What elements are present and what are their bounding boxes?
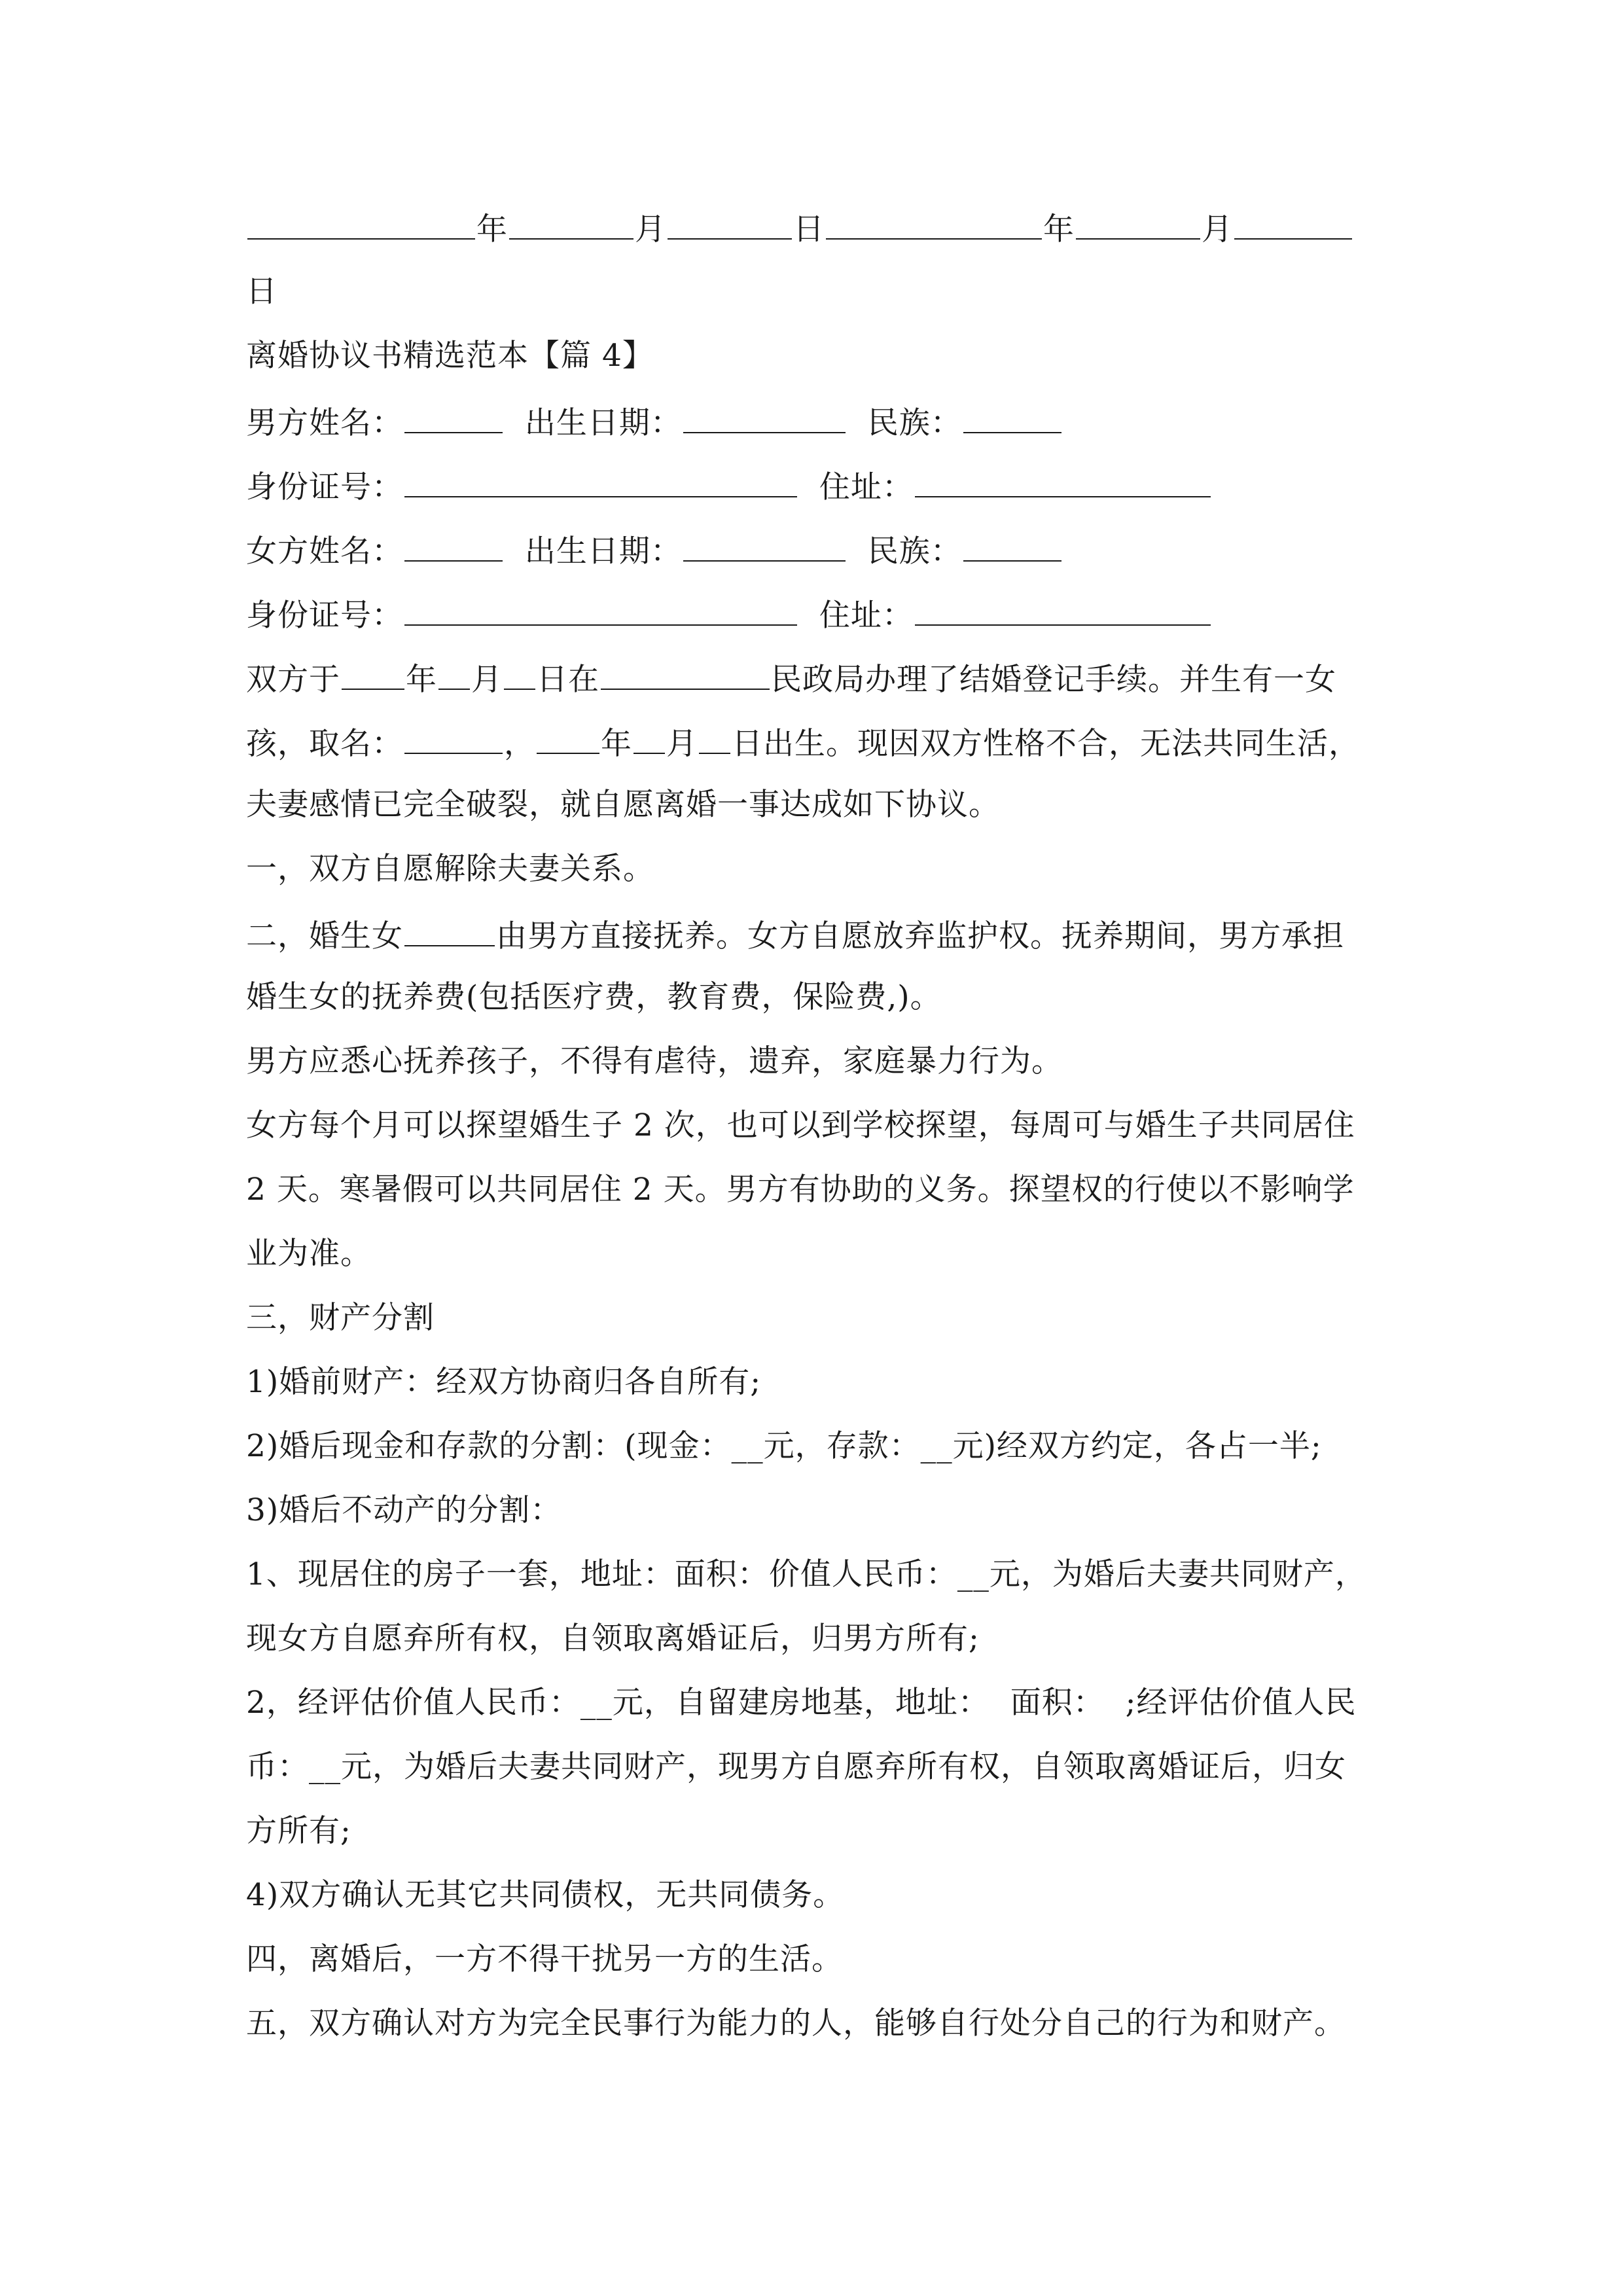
text: 年 (601, 726, 632, 762)
clause-3-3-1-line-1: 1、现居住的房子一套，地址：面积：价值人民币：__元，为婚后夫妻共同财产， (246, 1556, 1366, 1592)
month-label: 月 (635, 211, 666, 247)
blank (404, 721, 503, 754)
clause-5: 五，双方确认对方为完全民事行为能力的人，能够自行处分自己的行为和财产。 (246, 2005, 1346, 2041)
address-label: 住址： (819, 598, 914, 634)
intro-line-3: 夫妻感情已完全破裂，就自愿离婚一事达成如下协议。 (246, 787, 1000, 823)
date-row-day: 日 (246, 274, 277, 310)
blank (1076, 207, 1200, 240)
male-id-row (246, 465, 1212, 507)
clause-1: 一，双方自愿解除夫妻关系。 (246, 851, 654, 887)
clause-2-line-4: 女方每个月可以探望婚生子 2 次，也可以到学校探望，每周可与婚生子共同居住 (246, 1107, 1355, 1143)
clause-2-line-3: 男方应悉心抚养孩子，不得有虐待，遗弃，家庭暴力行为。 (246, 1043, 1063, 1079)
text: 月 (471, 662, 503, 698)
clause-3-4: 4)双方确认无其它共同债权，无共同债务。 (246, 1877, 845, 1913)
text: 孩，取名： (246, 726, 403, 762)
date-row (246, 207, 1353, 249)
blank (668, 207, 792, 240)
document-title: 离婚协议书精选范本【篇 4】 (246, 338, 654, 374)
male-info-row (246, 401, 1063, 443)
blank (404, 529, 503, 562)
text: 双方于 (246, 662, 340, 698)
clause-3-heading: 三，财产分割 (246, 1300, 435, 1336)
ethnic-label: 民族： (867, 533, 962, 569)
blank (683, 529, 846, 562)
blank (826, 207, 1042, 240)
clause-3-1: 1)婚前财产：经双方协商归各自所有; (246, 1364, 762, 1400)
clause-3-3-1-line-2: 现女方自愿弃所有权，自领取离婚证后，归男方所有; (246, 1621, 980, 1657)
clause-3-3-2-line-3: 方所有; (246, 1813, 351, 1849)
day-label: 日 (793, 211, 825, 247)
blank (963, 401, 1061, 433)
text: 民政局办理了结婚登记手续。并生有一女 (771, 662, 1336, 698)
year-label: 年 (476, 211, 508, 247)
blank (699, 721, 730, 754)
blank (404, 401, 503, 433)
blank (404, 593, 797, 626)
month-label: 月 (1202, 211, 1233, 247)
blank (404, 465, 797, 497)
clause-3-3: 3)婚后不动产的分割： (246, 1492, 562, 1528)
address-label: 住址： (819, 469, 914, 505)
female-id-row (246, 593, 1212, 636)
clause-3-2: 2)婚后现金和存款的分割：(现金：__元，存款：__元)经双方约定，各占一半; (246, 1428, 1322, 1464)
female-info-row (246, 529, 1063, 571)
blank (504, 657, 535, 690)
blank (537, 721, 599, 754)
clause-2-line-1 (246, 914, 1344, 956)
clause-4: 四，离婚后，一方不得干扰另一方的生活。 (246, 1941, 843, 1977)
blank (963, 529, 1061, 562)
text: 月 (666, 726, 698, 762)
blank (915, 465, 1211, 497)
clause-2-line-2: 婚生女的抚养费(包括医疗费，教育费，保险费,)。 (246, 979, 942, 1015)
id-label: 身份证号： (246, 598, 403, 634)
text: 年 (406, 662, 437, 698)
clause-3-3-2-line-1: 2，经评估价值人民币：__元，自留建房地基，地址： 面积： ;经评估价值人民 (246, 1685, 1357, 1721)
blank (438, 657, 470, 690)
text: ， (504, 726, 535, 762)
intro-line-1 (246, 657, 1336, 700)
blank (1234, 207, 1352, 240)
name-label: 男方姓名： (246, 405, 403, 441)
blank (915, 593, 1211, 626)
name-label: 女方姓名： (246, 533, 403, 569)
text: 由男方直接抚养。女方自愿放弃监护权。抚养期间，男方承担 (496, 918, 1344, 954)
birth-label: 出生日期： (524, 533, 682, 569)
blank (247, 207, 475, 240)
text: 日出生。现因双方性格不合，无法共同生活， (732, 726, 1360, 762)
blank (601, 657, 770, 690)
blank (509, 207, 633, 240)
text: 二，婚生女 (246, 918, 403, 954)
year-label: 年 (1043, 211, 1075, 247)
birth-label: 出生日期： (524, 405, 682, 441)
text: 日在 (537, 662, 599, 698)
clause-3-3-2-line-2: 币：__元，为婚后夫妻共同财产，现男方自愿弃所有权，自领取离婚证后，归女 (246, 1749, 1346, 1785)
blank (683, 401, 846, 433)
blank (633, 721, 665, 754)
blank (342, 657, 404, 690)
id-label: 身份证号： (246, 469, 403, 505)
clause-2-line-5: 2 天。寒暑假可以共同居住 2 天。男方有协助的义务。探望权的行使以不影响学 (246, 1172, 1355, 1208)
clause-2-line-6: 业为准。 (246, 1236, 372, 1272)
intro-line-2 (246, 721, 1360, 764)
blank (404, 914, 495, 946)
ethnic-label: 民族： (867, 405, 962, 441)
